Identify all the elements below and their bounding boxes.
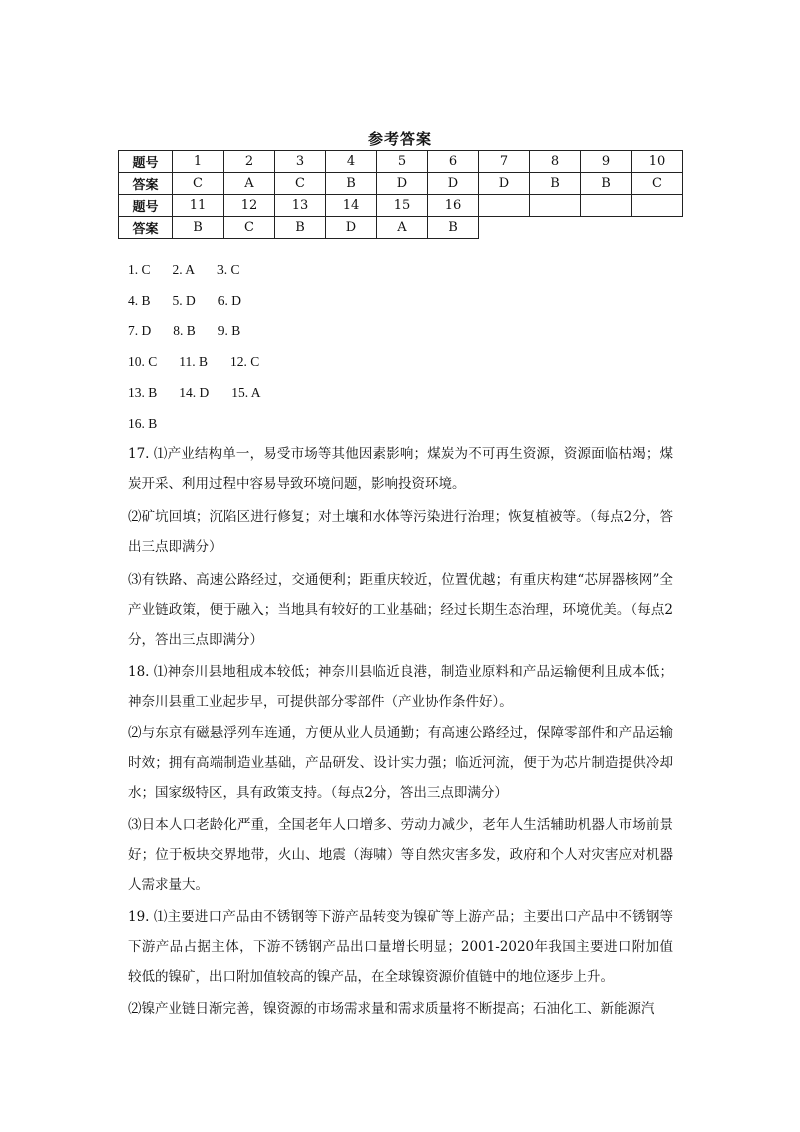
empty-cell (581, 195, 632, 217)
short-answer-line (128, 385, 283, 401)
answer-cell: C (632, 173, 683, 195)
empty-cell (479, 195, 530, 217)
question-number: 7 (479, 151, 530, 173)
row-label-question: 题号 (119, 151, 173, 173)
answer-cell: B (428, 217, 479, 239)
question-number: 5 (377, 151, 428, 173)
question-number: 6 (428, 151, 479, 173)
short-answer: 13. B (128, 385, 158, 400)
row-label-question: 题号 (119, 195, 173, 217)
answer-cell: C (275, 173, 326, 195)
question-number: 1 (173, 151, 224, 173)
answer-paragraph: ⑶日本人口老龄化严重，全国老年人口增多、劳动力减少，老年人生活辅助机器人市场前景好；位于板块交界地带，火山、地震（海啸）等自然灾害多发，政府和个人对灾害应对机器人需求量大。 (128, 817, 673, 893)
empty-cell (632, 195, 683, 217)
question-number: 2 (224, 151, 275, 173)
short-answer: 9. B (217, 323, 241, 338)
short-answer: 3. C (217, 262, 240, 277)
question-number: 16 (428, 195, 479, 217)
empty-cell (530, 195, 581, 217)
question-number: 3 (275, 151, 326, 173)
table-row (119, 195, 683, 217)
question-number: 15 (377, 195, 428, 217)
question-number: 14 (326, 195, 377, 217)
answer-cell: D (326, 217, 377, 239)
short-answer: 7. D (128, 323, 152, 338)
answer-paragraph: ⑵镍产业链日渐完善，镍资源的市场需求量和需求质量将不断提高；石油化工、新能源汽 (128, 1001, 655, 1017)
answer-cell: D (479, 173, 530, 195)
answer-cell: B (326, 173, 377, 195)
table-row (119, 217, 683, 239)
empty-cell (581, 217, 632, 239)
row-label-answer: 答案 (119, 173, 173, 195)
empty-cell (632, 217, 683, 239)
question-number: 11 (173, 195, 224, 217)
empty-cell (479, 217, 530, 239)
short-answer: 10. C (128, 354, 158, 369)
answer-cell: C (173, 173, 224, 195)
question-number: 13 (275, 195, 326, 217)
short-answer-line (128, 262, 262, 278)
empty-cell (530, 217, 581, 239)
row-label-answer: 答案 (119, 217, 173, 239)
short-answer: 2. A (172, 262, 196, 277)
short-answer: 8. B (173, 323, 196, 338)
answer-paragraph: ⑵与东京有磁悬浮列车连通，方便从业人员通勤；有高速公路经过，保障零部件和产品运输时效；拥有高端制造业基础，产品研发、设计实力强；临近河流，便于为芯片制造提供冷却水；国家级特区，具有政策支持。（每点2分，答出三点即满分） (128, 725, 673, 801)
question-number: 4 (326, 151, 377, 173)
short-answer: 6. D (217, 293, 242, 308)
answer-table (118, 150, 683, 239)
question-number: 10 (632, 151, 683, 173)
answer-cell: D (428, 173, 479, 195)
table-row (119, 151, 683, 173)
short-answer: 12. C (230, 354, 260, 369)
answer-cell: B (173, 217, 224, 239)
answer-paragraph: ⑶有铁路、高速公路经过，交通便利；距重庆较近，位置优越；有重庆构建“芯屏器核网”全产业链政策，便于融入；当地具有较好的工业基础；经过长期生态治理，环境优美。（每点2分，答出三点即满分） (128, 572, 673, 648)
answer-cell: A (224, 173, 275, 195)
answer-cell: D (377, 173, 428, 195)
question-number: 8 (530, 151, 581, 173)
short-answer: 4. B (128, 293, 151, 308)
answer-cell: B (581, 173, 632, 195)
answer-cell: B (275, 217, 326, 239)
short-answer-line (128, 416, 179, 432)
short-answer-line (128, 323, 262, 339)
answer-paragraph: ⑵矿坑回填；沉陷区进行修复；对土壤和水体等污染进行治理；恢复植被等。（每点2分，答出三点即满分） (128, 509, 673, 555)
short-answer: 1. C (128, 262, 151, 277)
answer-paragraph: 18. ⑴神奈川县地租成本较低；神奈川县临近良港，制造业原料和产品运输便利且成本低；神奈川县重工业起步早，可提供部分零部件（产业协作条件好）。 (128, 664, 673, 710)
answer-paragraph: 17. ⑴产业结构单一，易受市场等其他因素影响；煤炭为不可再生资源，资源面临枯竭；煤炭开采、利用过程中容易导致环境问题，影响投资环境。 (128, 446, 673, 492)
answer-paragraph: 19. ⑴主要进口产品由不锈钢等下游产品转变为镍矿等上游产品；主要出口产品中不锈钢等下游产品占据主体，下游不锈钢产品出口量增长明显；2001-2020年我国主要进口附加值较低的镍矿，出口附加值较高的镍产品，在全球镍资源价值链中的地位逐步上升。 (128, 909, 673, 985)
answer-cell: A (377, 217, 428, 239)
page-title: 参考答案 (367, 130, 432, 148)
question-number: 12 (224, 195, 275, 217)
short-answer-line (128, 293, 263, 309)
short-answer: 5. D (172, 293, 196, 308)
table-row (119, 173, 683, 195)
question-number: 9 (581, 151, 632, 173)
answer-cell: C (224, 217, 275, 239)
short-answer: 11. B (179, 354, 209, 369)
answer-cell: B (530, 173, 581, 195)
short-answer: 14. D (179, 385, 210, 400)
short-answer: 15. A (231, 385, 261, 400)
short-answer: 16. B (128, 416, 158, 431)
short-answer-line (128, 354, 281, 370)
